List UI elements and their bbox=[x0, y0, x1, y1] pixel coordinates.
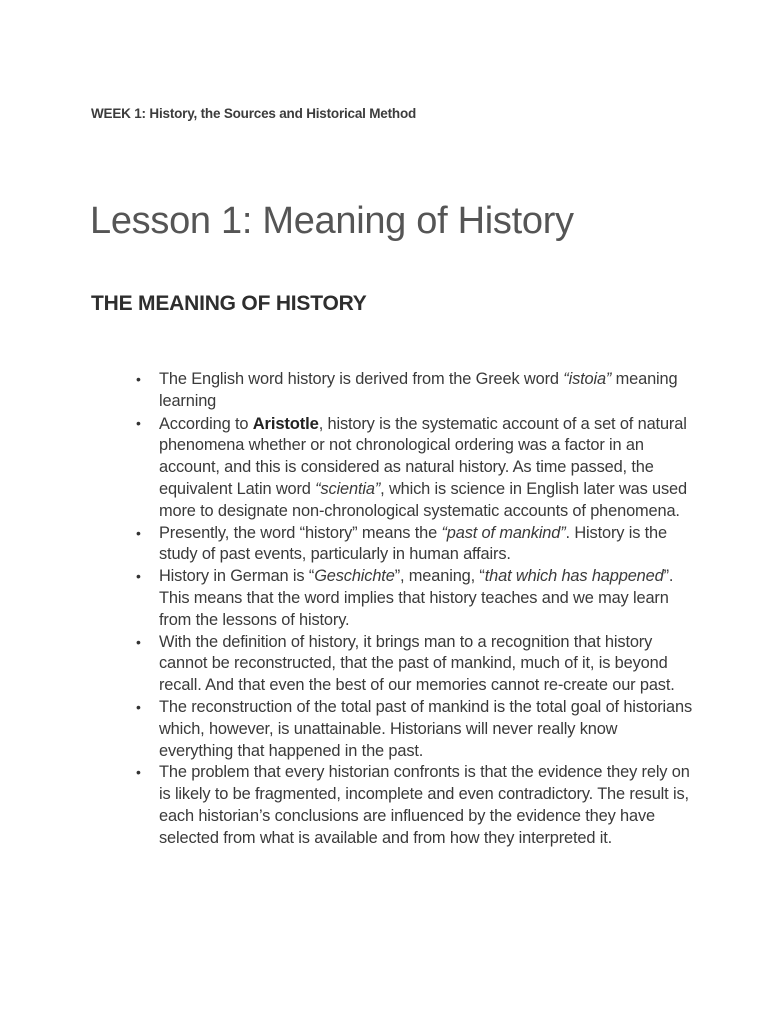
bullet-text-segment: , history is the systematic account of a set of natural phenomena whether or not chronological ordering was a factor in an account, and this is considered as natural history. As time passed, the equivalent Latin word bbox=[159, 414, 687, 498]
bullet-text-segment: ”. This means that the word implies that history teaches and we may learn from the lessons of history. bbox=[159, 567, 674, 629]
bullet-text-segment: History in German is “ bbox=[159, 567, 315, 586]
bullet-item bbox=[134, 566, 694, 631]
bullet-text-segment: , which is science in English later was used more to designate non-chronological systematic accounts of phenomena. bbox=[159, 479, 687, 520]
bullet-text-segment: Presently, the word “history” means the bbox=[159, 523, 442, 542]
bullet-marker: • bbox=[136, 371, 141, 387]
bullet-item bbox=[134, 413, 694, 523]
bullet-text-segment: “istoia” bbox=[563, 370, 612, 388]
bullet-text-segment: The problem that every historian confronts is that the evidence they rely on is likely to be fragmented, incomplete and even contradictory. The result is, each historian’s conclusions are influenced by the evidence they have selected from what is available and from how they interpreted it. bbox=[159, 763, 690, 847]
bullet-text-segment: that which has happened bbox=[484, 567, 664, 586]
bullet-text-segment: Aristotle bbox=[252, 413, 319, 433]
bullet-marker: • bbox=[136, 633, 141, 650]
bullet-marker: • bbox=[136, 698, 141, 715]
bullet-marker: • bbox=[136, 414, 141, 431]
bullet-item bbox=[134, 697, 694, 762]
week-heading: WEEK 1: History, the Sources and Historical Method bbox=[91, 106, 417, 121]
bullet-text-segment: According to bbox=[159, 414, 253, 433]
section-heading: THE MEANING OF HISTORY bbox=[91, 292, 367, 315]
bullet-text-segment: The English word history is derived from the Greek word bbox=[159, 370, 564, 388]
bullet-text-segment: “scientia” bbox=[315, 479, 381, 498]
bullet-text-segment: ”, meaning, “ bbox=[394, 567, 485, 586]
bullet-marker: • bbox=[136, 524, 141, 541]
bullet-text-segment: Geschichte bbox=[314, 567, 395, 586]
bullet-item bbox=[134, 632, 694, 697]
bullet-text-segment: “past of mankind” bbox=[441, 523, 566, 542]
bullet-item bbox=[134, 762, 694, 849]
lesson-title: Lesson 1: Meaning of History bbox=[90, 200, 574, 242]
bullet-list bbox=[134, 369, 694, 850]
bullet-item bbox=[134, 523, 694, 567]
bullet-text-segment: With the definition of history, it brings man to a recognition that history cannot be reconstructed, that the past of mankind, much of it, is beyond recall. And that even the best of our memories cannot re-create our past. bbox=[159, 632, 675, 695]
bullet-marker: • bbox=[136, 764, 141, 781]
bullet-marker: • bbox=[136, 568, 141, 585]
bullet-item bbox=[134, 369, 694, 413]
bullet-text-segment: meaning learning bbox=[159, 370, 678, 410]
bullet-text-segment: The reconstruction of the total past of mankind is the total goal of historians which, however, is unattainable. Historians will never really know everything that happened in the past. bbox=[159, 697, 692, 760]
bullet-text-segment: . History is the study of past events, particularly in human affairs. bbox=[159, 523, 667, 564]
